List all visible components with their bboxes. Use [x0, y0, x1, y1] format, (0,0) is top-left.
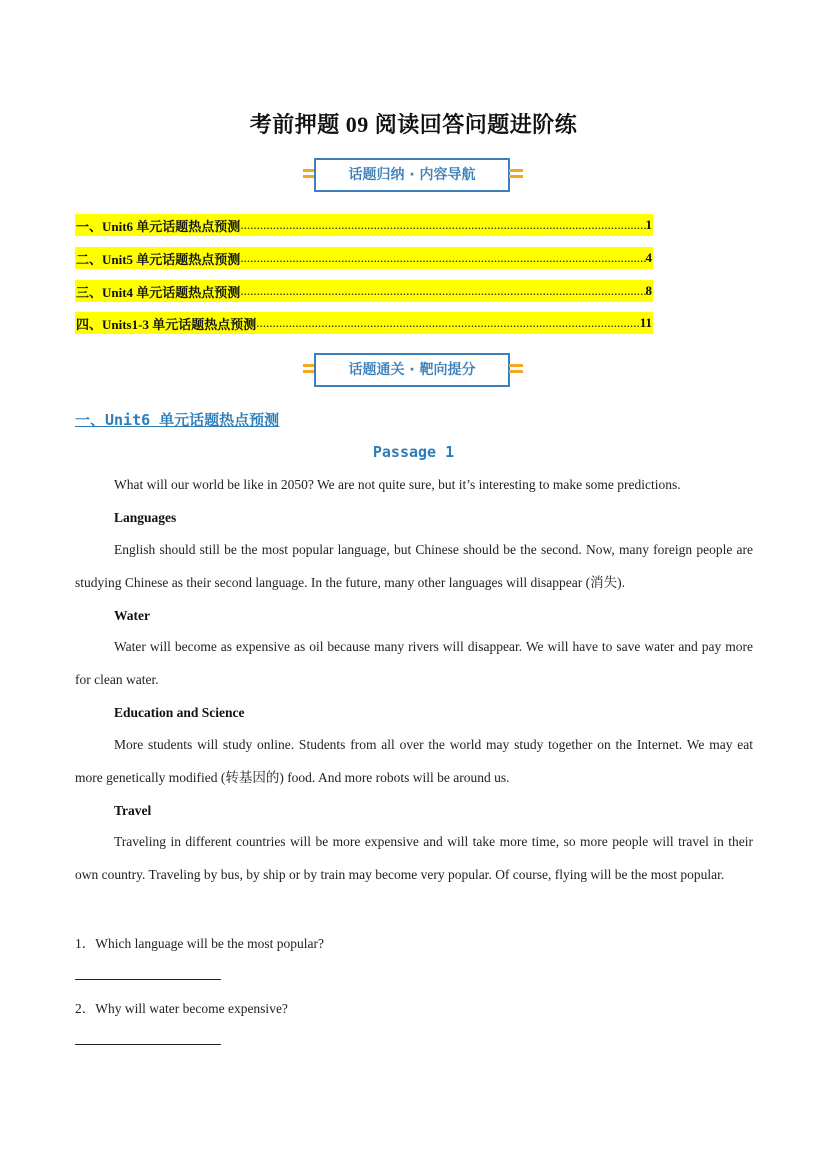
- toc-page: 11: [639, 315, 652, 330]
- paragraph-education: More students will study online. Students from all over the world may study together on the Internet. We may eat more genetically modified (转基因的) food. And more robots will be around us.: [75, 737, 753, 785]
- toc-entry[interactable]: [75, 247, 653, 269]
- toc-page: 8: [645, 283, 652, 298]
- toc-label: 四、Units1-3 单元话题热点预测: [76, 316, 257, 332]
- heading-education: Education and Science: [114, 705, 245, 720]
- toc-leader: [240, 283, 645, 299]
- equals-mark-icon: [509, 166, 523, 182]
- question-1: 1．Which language will be the most popular?: [75, 936, 324, 951]
- answer-line-1[interactable]: [75, 979, 221, 980]
- toc-leader: [256, 315, 640, 331]
- heading-water: Water: [114, 608, 150, 623]
- passage-title: Passage 1: [372, 443, 455, 461]
- paragraph-languages: English should still be the most popular language, but Chinese should be the second. Now, many foreign people are studying Chinese as their second language. In the future, many other languages will disappear (消失).: [75, 542, 753, 590]
- topic-nav-banner: [303, 158, 523, 194]
- banner-label: 话题归纳 · 内容导航: [314, 158, 510, 192]
- toc-entry[interactable]: [75, 312, 653, 334]
- paragraph-travel: Traveling in different countries will be more expensive and will take more time, so more people will travel in their own country. Traveling by bus, by ship or by train may become very popular. Of course, flying will be the most popular.: [75, 834, 753, 882]
- intro-paragraph: What will our world be like in 2050? We are not quite sure, but it’s interesting to make some predictions.: [114, 477, 681, 492]
- equals-mark-icon: [509, 361, 523, 377]
- toc-leader: [240, 250, 645, 266]
- heading-travel: Travel: [114, 803, 152, 818]
- toc-entry[interactable]: [75, 214, 653, 236]
- banner-label: 话题通关 · 靶向提分: [314, 353, 510, 387]
- section-heading[interactable]: 一、Unit6 单元话题热点预测: [75, 411, 280, 429]
- toc-page: 1: [645, 217, 652, 232]
- toc-label: 二、Unit5 单元话题热点预测: [76, 251, 241, 267]
- toc-page: 4: [645, 250, 652, 265]
- question-2: 2．Why will water become expensive?: [75, 1001, 288, 1016]
- heading-languages: Languages: [114, 510, 177, 525]
- toc-label: 一、Unit6 单元话题热点预测: [76, 218, 241, 234]
- topic-practice-banner: [303, 353, 523, 389]
- answer-line-2[interactable]: [75, 1044, 221, 1045]
- toc-entry[interactable]: [75, 280, 653, 302]
- toc-label: 三、Unit4 单元话题热点预测: [76, 284, 241, 300]
- page-title: 考前押题 09 阅读回答问题进阶练: [249, 112, 578, 137]
- paragraph-water: Water will become as expensive as oil because many rivers will disappear. We will have to save water and pay more for clean water.: [75, 639, 753, 687]
- toc-leader: [240, 217, 645, 233]
